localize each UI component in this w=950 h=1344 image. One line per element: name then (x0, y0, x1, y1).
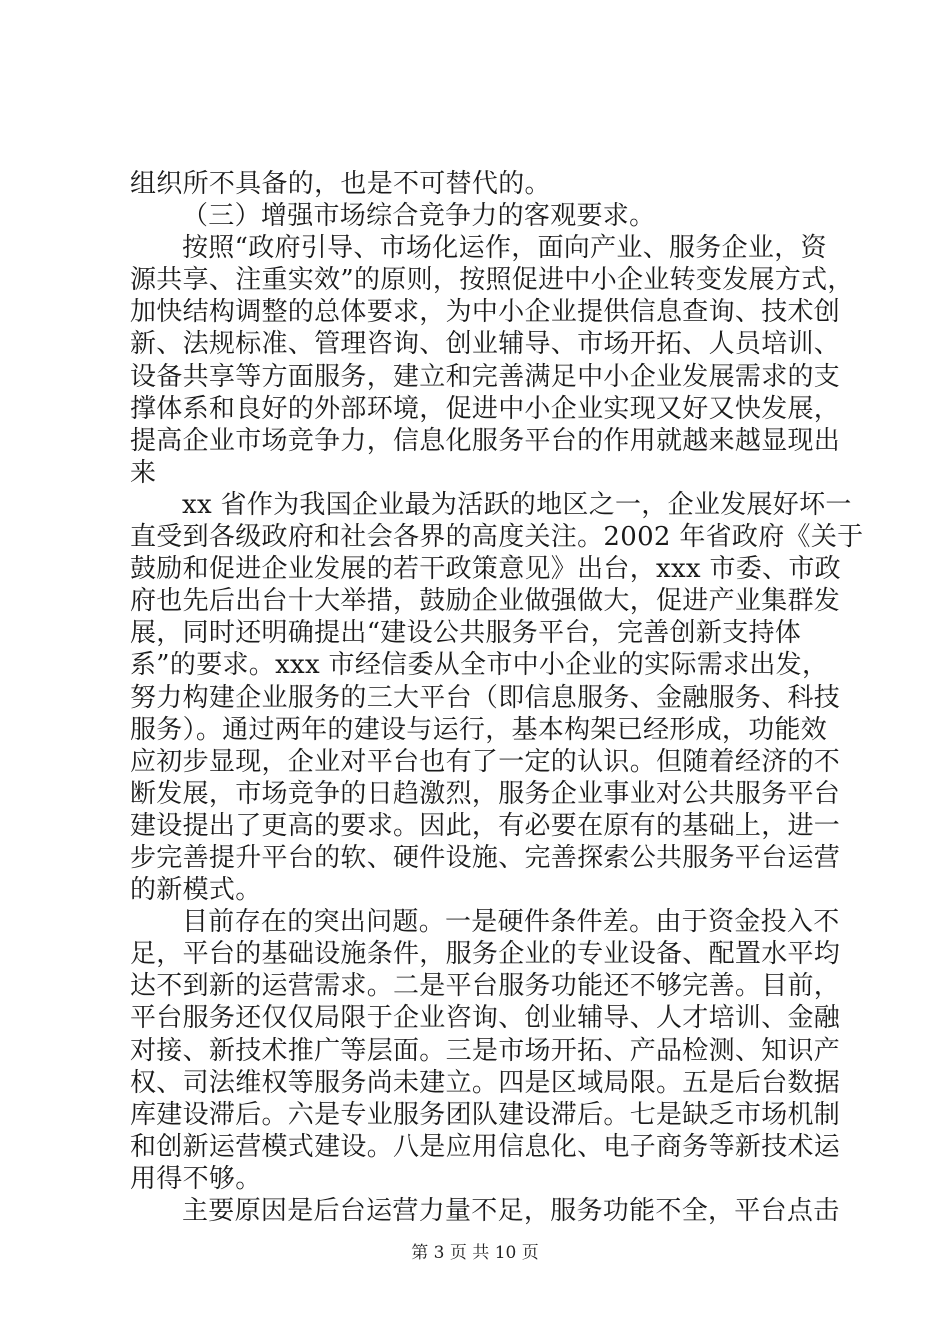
body-line: 系”的要求。xxx 市经信委从全市中小企业的实际需求出发， (130, 650, 829, 681)
body-line: 来 (130, 457, 157, 488)
body-line: 直受到各级政府和社会各界的高度关注。2002 年省政府《关于 (130, 522, 864, 553)
body-line: 和创新运营模式建设。八是应用信息化、电子商务等新技术运 (130, 1131, 841, 1162)
body-line: 对接、新技术推广等层面。三是市场开拓、产品检测、知识产 (130, 1035, 841, 1066)
body-line: 鼓励和促进企业发展的若干政策意见》出台，xxx 市委、市政 (130, 554, 841, 585)
body-line: 设备共享等方面服务，建立和完善满足中小企业发展需求的支 (130, 361, 841, 392)
page-footer (0, 1243, 950, 1263)
body-line: 目前存在的突出问题。一是硬件条件差。由于资金投入不 (182, 907, 840, 938)
body-line: 平台服务还仅仅局限于企业咨询、创业辅导、人才培训、金融 (130, 1003, 841, 1034)
body-line: 加快结构调整的总体要求，为中小企业提供信息查询、技术创 (130, 297, 841, 328)
body-line: 的新模式。 (130, 875, 262, 906)
body-line: 步完善提升平台的软、硬件设施、完善探索公共服务平台运营 (130, 842, 841, 873)
body-line: 足，平台的基础设施条件，服务企业的专业设备、配置水平均 (130, 939, 841, 970)
body-line: 应初步显现，企业对平台也有了一定的认识。但随着经济的不 (130, 746, 841, 777)
body-line: xx 省作为我国企业最为活跃的地区之一，企业发展好坏一 (182, 489, 852, 520)
page-number-label: 第 3 页 共 10 页 (411, 1243, 539, 1263)
body-line: 库建设滞后。六是专业服务团队建设滞后。七是缺乏市场机制 (130, 1099, 841, 1130)
body-line: 源共享、注重实效”的原则，按照促进中小企业转变发展方式， (130, 265, 854, 296)
body-line: 权、司法维权等服务尚未建立。四是区域局限。五是后台数据 (130, 1067, 841, 1098)
body-line: 新、法规标准、管理咨询、创业辅导、市场开拓、人员培训、 (130, 329, 841, 360)
body-line: 达不到新的运营需求。二是平台服务功能还不够完善。目前， (130, 971, 841, 1002)
body-line: 主要原因是后台运营力量不足，服务功能不全，平台点击 (182, 1196, 840, 1226)
body-line: 努力构建企业服务的三大平台（即信息服务、金融服务、科技 (130, 682, 841, 713)
body-line: 展，同时还明确提出“建设公共服务平台，完善创新支持体 (130, 618, 802, 649)
body-line: 按照“政府引导、市场化运作，面向产业、服务企业，资 (182, 233, 827, 264)
body-line: 用得不够。 (130, 1163, 262, 1194)
document-body (130, 168, 864, 1227)
body-line: 组织所不具备的，也是不可替代的。 (130, 169, 551, 199)
body-line: 提高企业市场竞争力，信息化服务平台的作用就越来越显现出 (130, 425, 841, 456)
body-line: 撑体系和良好的外部环境，促进中小企业实现又好又快发展， (130, 393, 841, 424)
body-line: 建设提出了更高的要求。因此，有必要在原有的基础上，进一 (130, 810, 841, 841)
body-line: 服务）。通过两年的建设与运行，基本构架已经形成，功能效 (130, 714, 828, 745)
body-line: 断发展，市场竞争的日趋激烈，服务企业事业对公共服务平台 (130, 778, 841, 809)
section-heading: （三）增强市场综合竞争力的客观要求。 (182, 201, 656, 232)
body-line: 府也先后出台十大举措，鼓励企业做强做大，促进产业集群发 (130, 586, 841, 617)
